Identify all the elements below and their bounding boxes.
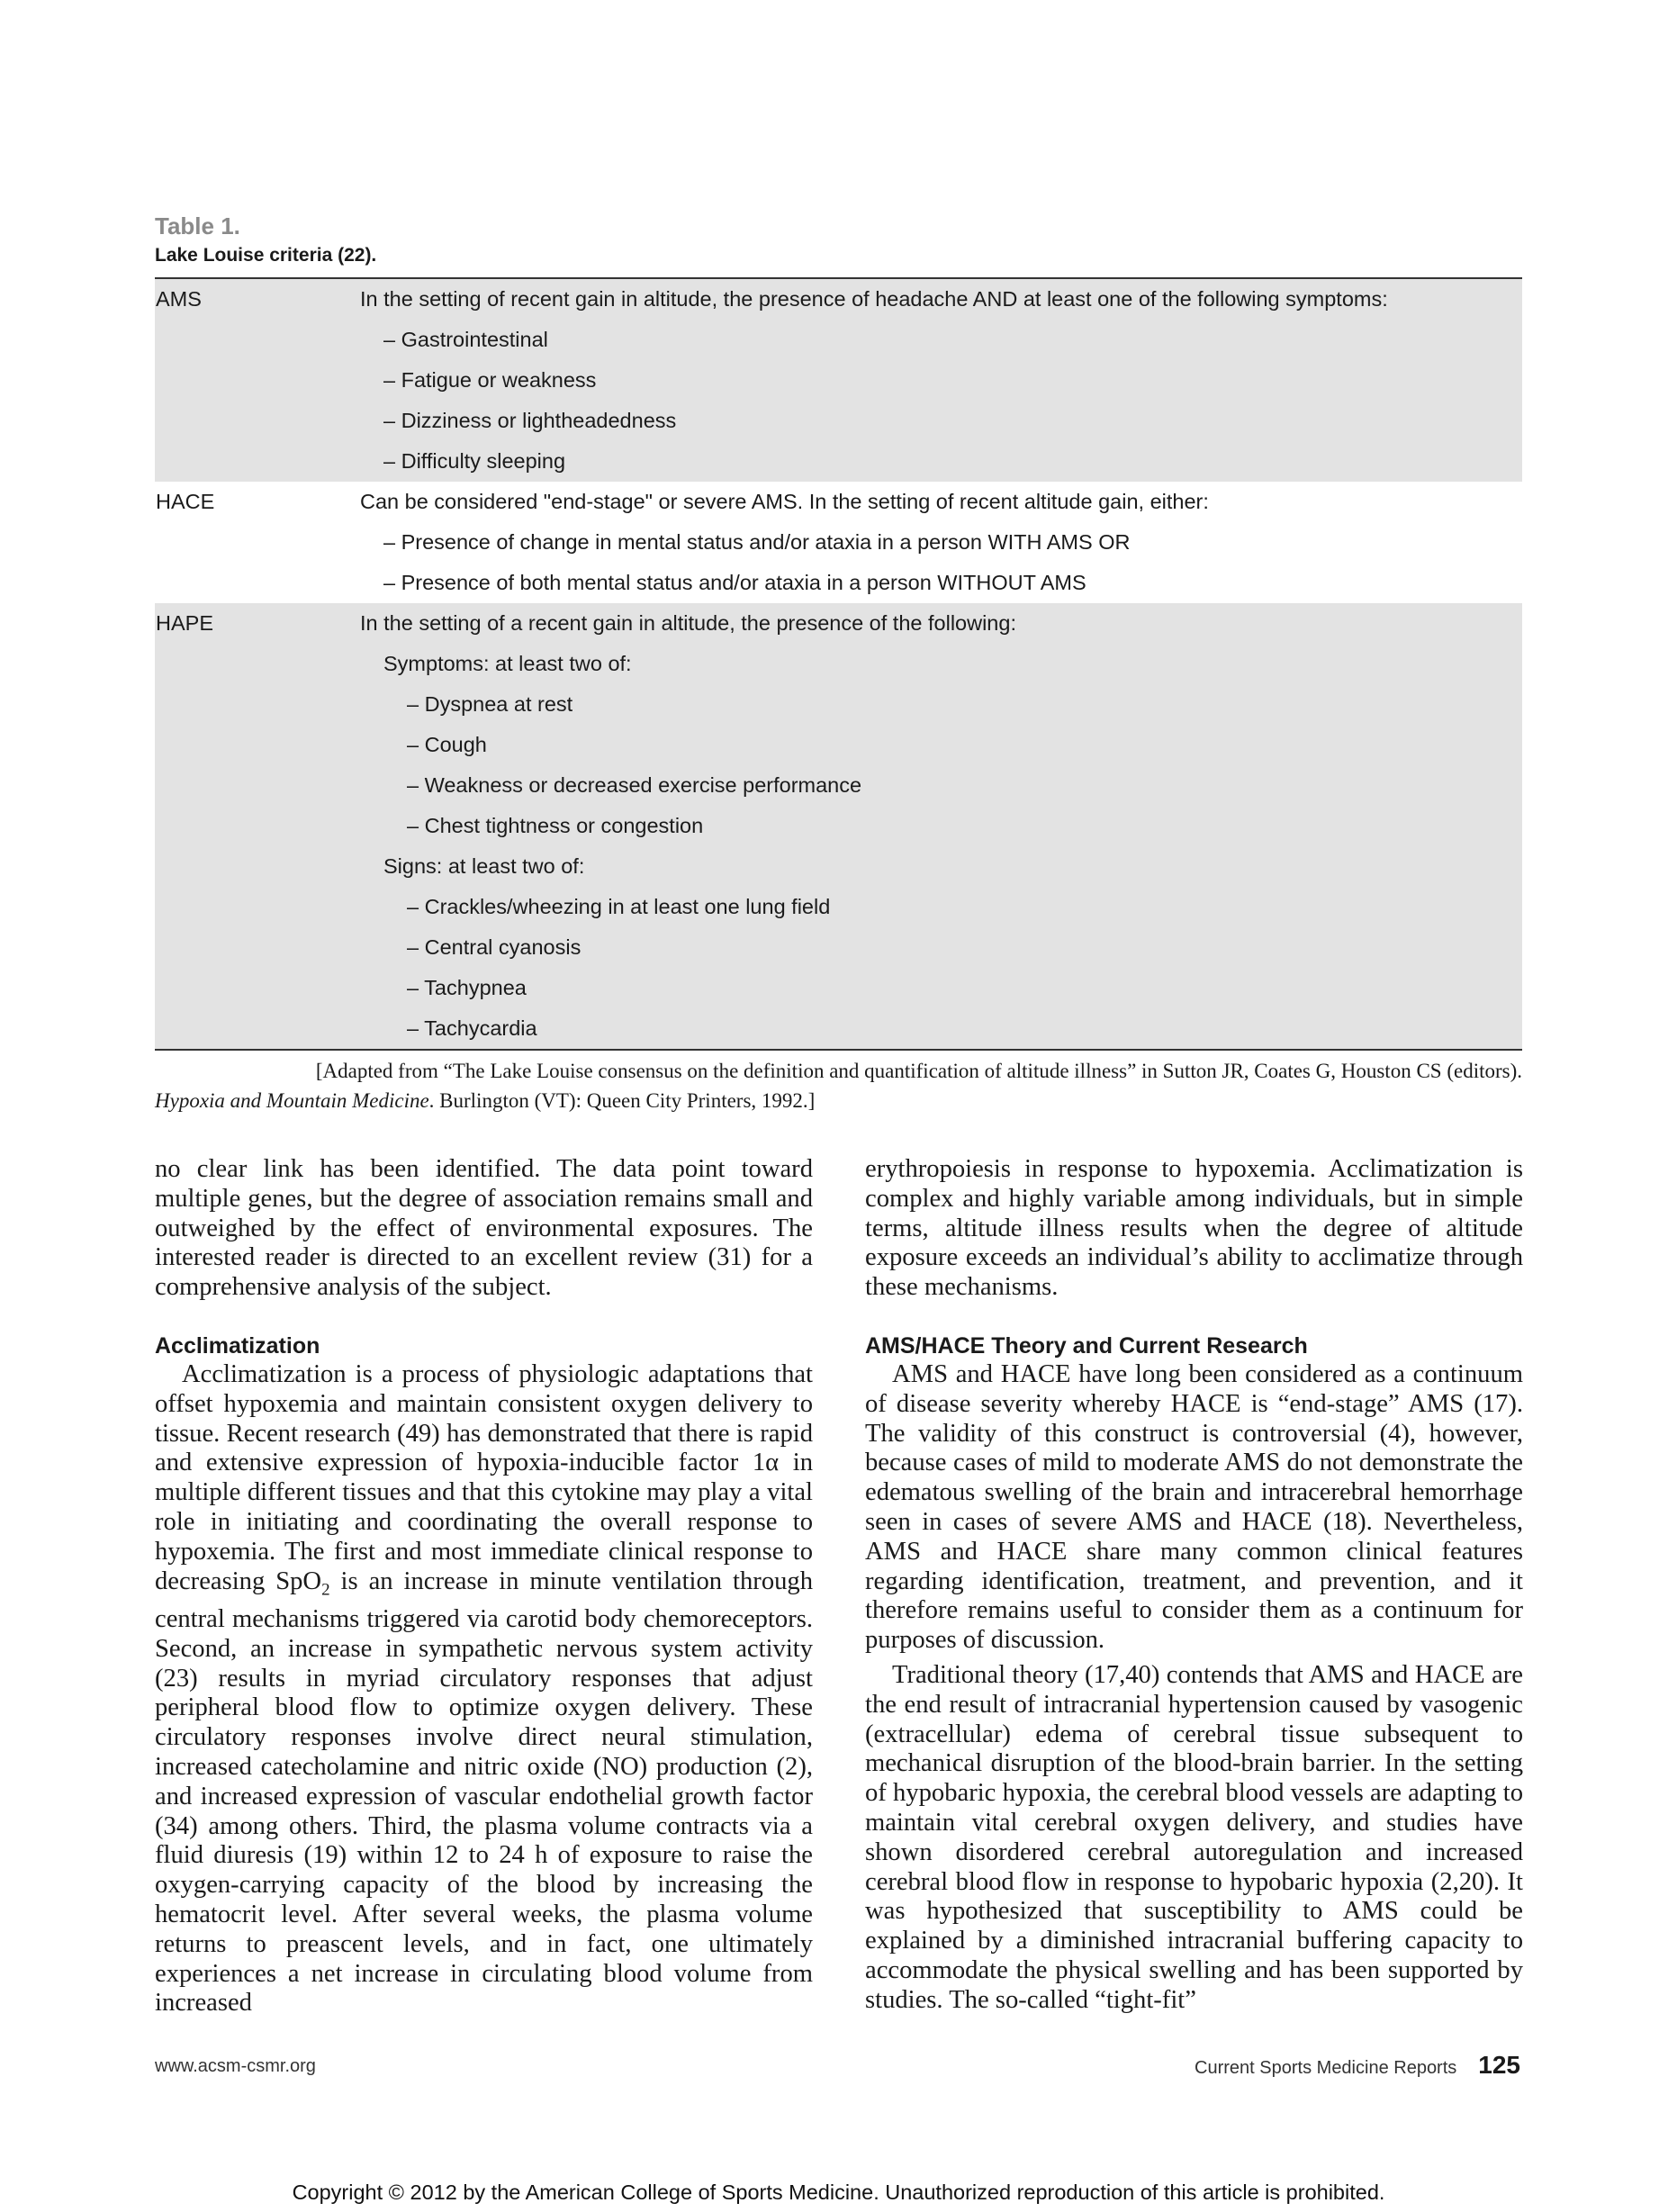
body-paragraph: Traditional theory (17,40) contends that AMS and HACE are the end result of intracranial hypertension caused by vasogenic (extracellular) edema of cerebral tissue subsequent to mechanical disruption of the blood-brain barrier. In the setting of hypobaric hypoxia, the cerebral blood vessels are adapting to maintain vital cerebral oxygen delivery, and studies have shown disordered cerebral autoregulation and increased cerebral blood flow in response to hypobaric hypoxia (2,20). It was hypothesized that susceptibility to AMS could be explained by a diminished intracranial buffering capacity to accommodate the physical swelling and has been supported by studies. The so-called “tight-fit” — [865, 1660, 1523, 2014]
criteria-line: – Dizziness or lightheadedness — [383, 409, 677, 432]
footnote-publisher: . Burlington (VT): Queen City Printers, 1992.] — [428, 1089, 816, 1112]
table-footnote — [155, 1056, 1522, 1115]
table-row-hape — [155, 603, 1522, 1049]
journal-name: Current Sports Medicine Reports — [1195, 2058, 1457, 2078]
row-label: HAPE — [156, 611, 213, 635]
criteria-line: – Cough — [407, 733, 487, 756]
criteria-line: Can be considered "end-stage" or severe AMS. In the setting of recent altitude gain, either: — [360, 490, 1209, 513]
copyright-notice: Copyright © 2012 by the American College of Sports Medicine. Unauthorized reproduction of this article is prohibited. — [292, 2180, 1385, 2204]
criteria-subheading: Symptoms: at least two of: — [383, 652, 632, 675]
body-paragraph: AMS and HACE have long been considered as a continuum of disease severity whereby HACE is “end-stage” AMS (17). The validity of this construct is controversial (4), however, because cases of mild to moderate AMS do not demonstrate the edematous swelling of the brain and intracerebral hemorrhage seen in cases of severe AMS and HACE (18). Nevertheless, AMS and HACE share many common clinical features regarding identification, treatment, and prevention, and it therefore remains useful to consider them as a continuum for purposes of discussion. — [865, 1359, 1523, 1655]
left-column — [155, 1155, 813, 2018]
criteria-line: – Fatigue or weakness — [383, 368, 597, 392]
criteria-line: – Presence of change in mental status and/or ataxia in a person WITH AMS OR — [383, 530, 1131, 554]
table-number: Table 1. — [155, 212, 240, 239]
criteria-line: – Central cyanosis — [407, 935, 582, 959]
criteria-subheading: Signs: at least two of: — [383, 854, 585, 878]
footer-url: www.acsm-csmr.org — [155, 2056, 316, 2076]
criteria-line: – Dyspnea at rest — [407, 692, 573, 716]
criteria-line: In the setting of a recent gain in altitude, the presence of the following: — [360, 611, 1016, 635]
criteria-line: – Crackles/wheezing in at least one lung field — [407, 895, 831, 918]
body-paragraph: erythropoiesis in response to hypoxemia. Acclimatization is complex and highly variable among individuals, but in simple terms, altitude illness results when the degree of altitude exposure exceeds an individual’s ability to acclimatize through these mechanisms. — [865, 1155, 1523, 1302]
footnote-line: [Adapted from “The Lake Louise consensus on the definition and quantification of altitude illness” in Sutton JR, Coates G, Houston CS (editors). — [315, 1060, 1522, 1082]
section-heading: Acclimatization — [155, 1332, 320, 1359]
body-paragraph: no clear link has been identified. The data point toward multiple genes, but the degree of association remains small and outweighed by the effect of environmental exposures. The interested reader is directed to an excellent review (31) for a comprehensive analysis of the subject. — [155, 1155, 813, 1302]
footer-journal — [1195, 2051, 1520, 2080]
criteria-line: – Tachypnea — [407, 976, 527, 999]
criteria-line: In the setting of recent gain in altitude, the presence of headache AND at least one of the following symptoms: — [360, 287, 1388, 311]
criteria-line: – Tachycardia — [407, 1016, 537, 1040]
criteria-line: – Chest tightness or congestion — [407, 814, 704, 837]
criteria-line: – Presence of both mental status and/or ataxia in a person WITHOUT AMS — [383, 571, 1086, 594]
table-caption — [155, 212, 1523, 268]
row-criteria — [360, 482, 1522, 603]
criteria-line: – Difficulty sleeping — [383, 449, 566, 473]
criteria-line: – Weakness or decreased exercise performance — [407, 773, 862, 797]
section-heading: AMS/HACE Theory and Current Research — [865, 1332, 1308, 1359]
table-title: Lake Louise criteria (22). — [155, 245, 377, 266]
page-number: 125 — [1478, 2051, 1520, 2079]
row-criteria — [360, 603, 1522, 1049]
criteria-line: – Gastrointestinal — [383, 328, 548, 351]
right-column — [865, 1155, 1523, 2016]
footnote-book-title: Hypoxia and Mountain Medicine — [155, 1089, 429, 1112]
footnote-line — [155, 1086, 1522, 1115]
row-label: HACE — [156, 490, 215, 513]
table-row-hace — [155, 482, 1522, 603]
body-paragraph: Acclimatization is a process of physiologic adaptations that offset hypoxemia and maintain consistent oxygen delivery to tissue. Recent research (49) has demonstrated that there is rapid and extensive expression of hypoxia-inducible factor 1α in multiple different tissues and that this cytokine may play a vital role in initiating and coordinating the overall response to hypoxemia. The first and most immediate clinical response to decreasing SpO$_2$ is an increase in minute ventilation through central mechanisms triggered via carotid body chemoreceptors. Second, an increase in sympathetic nervous system activity (23) results in myriad circulatory responses that adjust peripheral blood flow to optimize oxygen delivery. These circulatory responses involve direct neural stimulation, increased catecholamine and nitric oxide (NO) production (2), and increased expression of vascular endothelial growth factor (34) among others. Third, the plasma volume contracts via a fluid diuresis (19) within 12 to 24 h of exposure to raise the oxygen-carrying capacity of the blood by increasing the hematocrit level. After several weeks, the plasma volume returns to preascent levels, and in fact, one ultimately experiences a net increase in circulating blood volume from increased — [155, 1359, 814, 2018]
row-criteria — [360, 279, 1522, 482]
subscript: 2 — [321, 1580, 330, 1600]
row-label: AMS — [156, 287, 202, 311]
criteria-table — [155, 277, 1522, 1051]
table-row-ams — [155, 279, 1522, 482]
